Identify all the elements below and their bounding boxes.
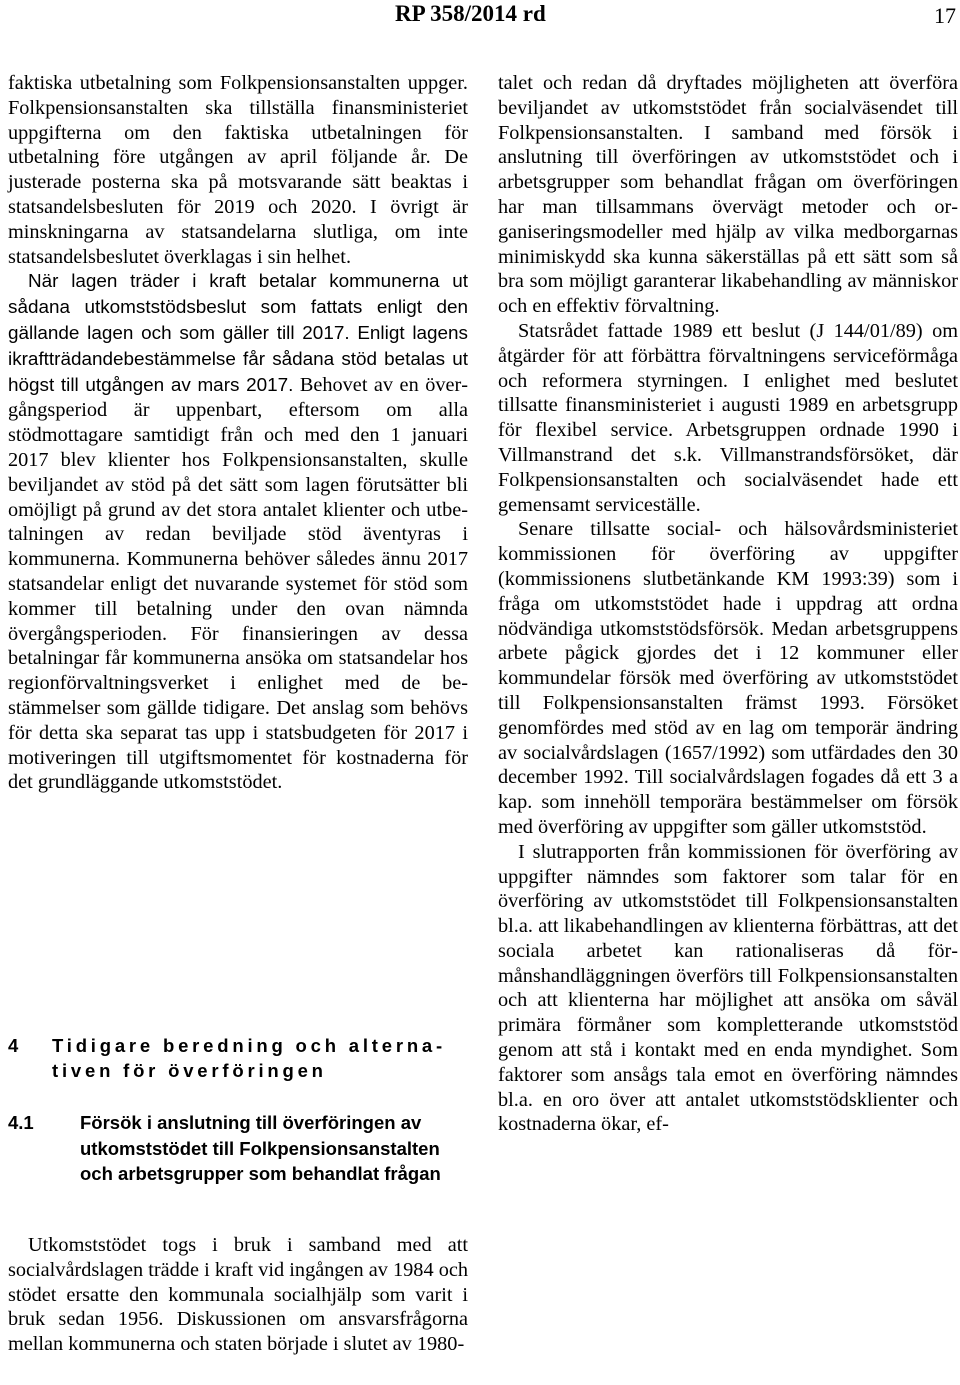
section-number: 4 (8, 1035, 19, 1056)
subsection-title: Försök i anslutning till överföringen av utkomststödet till Folkpensionsanstalten och arbetsgrupper som behandlat frågan (80, 1112, 441, 1184)
page-header (0, 0, 960, 34)
running-title: RP 358/2014 rd (395, 1, 546, 26)
paragraph: faktiska utbetalning som Folkpensionsanstalten uppger. Folkpensionsanstalten ska tillställa finansministeriet uppgifterna om den faktiska utbetalningen för utbetalning före utgången av april följande år. De justerade posterna ska på motsvarande sätt beaktas i statsandelsbesluten för 2019 och 2020. I övrigt är minskningarna av statsandelarna slutliga, om inte statsandelsbeslutet överklagas i sin helhet. (8, 72, 468, 268)
subsection-number: 4.1 (8, 1112, 34, 1133)
serif-text-run: Behovet av en övergångsperiod är uppenbart, eftersom om alla stödmottagare samtidigt från och med den 1 januari 2017 blev klienter hos Folkpensionsanstalten, skulle beviljandet av stöd på det sätt som lagen förutsätter bli omöjligt på grund av det stora antalet klienter och utbetalningen av redan beviljade stöd äventyras i kommunerna. Kommunerna behöver således ännu 2017 statsandelar enligt det nuvarande systemet för stöd som kommer till betalning under den ovan nämnda övergångsperioden. För finansieringen av dessa betalningar får kommunerna ansöka om statsandelar hos regionförvaltningsverket i enlighet med de bestämmelser som gällde tidigare. Det anslag som behövs för detta ska separat tas upp i statsbudgeten för 2017 i motiveringen till utgiftsmomentet för kostnaderna för det grundläggande utkomststödet. (8, 373, 468, 794)
section-heading (8, 1033, 468, 1083)
sans-text-run: När lagen träder i kraft betalar kommunerna ut sådana utkomststödsbeslut som fattats enligt den gällande lagen och som gäller till 2017. Enligt lagens ikraftträdandebestämmelse får sådana stöd betalas ut högst till utgången av mars 2017. (8, 271, 468, 396)
section-title: Tidigare beredning och alternativen för överföringen (52, 1035, 443, 1081)
left-column-continued (8, 1233, 468, 1357)
left-column (8, 71, 468, 795)
right-column (498, 71, 958, 1137)
paragraph: Senare tillsatte social- och hälsovårdsministeriet kommissionen för överföring av uppgifter (kommissionens slutbetänkande KM 1993:39) som i fråga om utkomststödet hade i uppdrag att ordna nödvändiga utkomststödsförsök. Medan arbetsgruppens arbete pågick gjordes det i 12 kommuner eller kommundelar försök med överföring av utkomststödet till Folkpensionsanstalten främst 1993. Försöket genomfördes med stöd av en lag om temporär ändring av socialvårdslagen (1657/1992) som utfärdades den 30 december 1992. Till socialvårdslagen fogades då ett 3 a kap. som innehöll temporära bestämmelser om försök med överföring av uppgifter som gäller utkomststöd. (498, 518, 958, 838)
paragraph: talet och redan då dryftades möjligheten att överföra beviljandet av utkomststödet från socialväsendet till Folkpensionsanstalten. I samband med försök i anslutning till överföringen av utkomststödet och i arbetsgrupper som behandlat frågan om överföringen har man tillsammans övervägt metoder och organiseringsmodeller med hjälp av vilka medborgarnas minimiskydd ska kunna säkerställas på ett sätt som så bra som möjligt garanterar likabehandling av människor och en effektiv förvaltning. (498, 72, 958, 318)
paragraph: Utkomststödet togs i bruk i samband med att socialvårdslagen trädde i kraft vid ingången av 1984 och stödet ersatte den kommunala socialhjälp som varit i bruk sedan 1956. Diskussionen om ansvarsfrågorna mellan kommunerna och staten började i slutet av 1980- (8, 1234, 468, 1356)
paragraph: I slutrapporten från kommissionen för överföring av uppgifter nämndes som faktorer som talar för en överföring av utkomststödet till Folkpensionsanstalten bl.a. att likabehandlingen av klienterna förbättras, att det sociala arbetet kan rationaliseras då förmånshandläggningen överförs till Folkpensionsanstalten och att klienterna har möjlighet att ansöka om såväl primära förmåner som kompletterande utkomststöd genom att stå i kontakt med en enda myndighet. Som faktorer som ansågs tala emot en överföring nämndes bl.a. en oro över att antalet utkomststödsklienter och kostnaderna ökar, ef- (498, 840, 958, 1136)
paragraph (8, 269, 468, 795)
subsection-heading (8, 1110, 468, 1187)
page-number: 17 (934, 3, 956, 28)
paragraph: Statsrådet fattade 1989 ett beslut (J 144/01/89) om åtgärder för att förbättra förvaltningens serviceförmåga och reformera styrningen. I enlighet med beslutet tillsatte finansministeriet i augusti 1989 en arbetsgrupp för flexibel service. Arbetsgruppen ordnade 1990 i Villmanstrand det s.k. Villmanstrandsförsöket, där Folkpensionsanstalten och socialväsendet hade ett gemensamt serviceställe. (498, 319, 958, 516)
